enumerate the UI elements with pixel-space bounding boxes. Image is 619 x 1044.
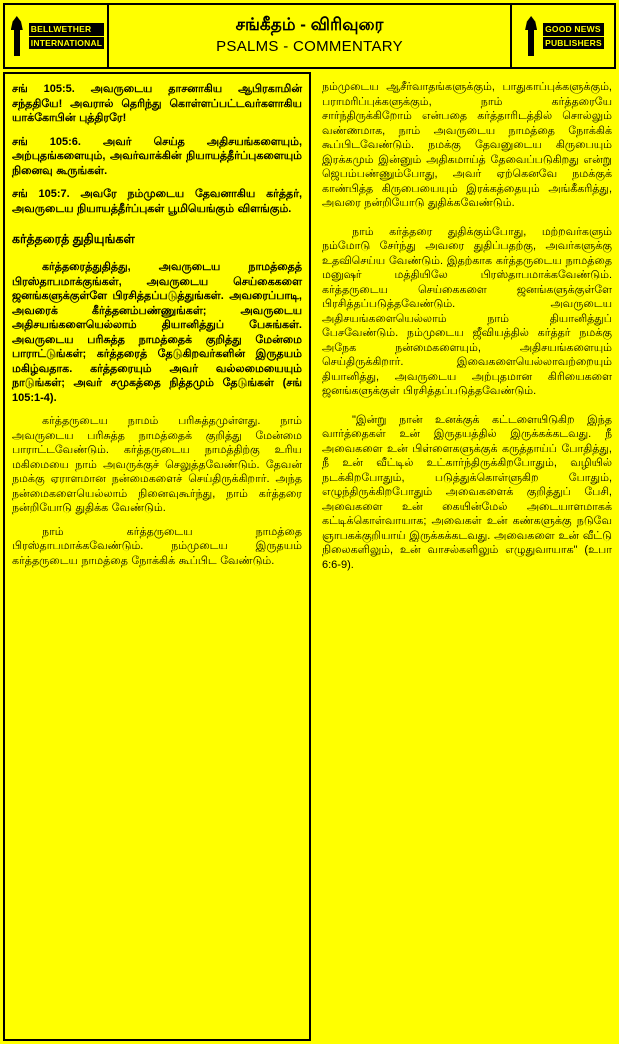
publisher-logo-left	[5, 5, 109, 67]
torch-icon	[522, 16, 540, 56]
verse-105-5: சங் 105:5. அவருடைய தாசனாகிய ஆபிரகாமின் சந்ததியே! அவரால் தெரிந்து கொள்ளப்பட்டவர்களாகிய யாக்கோபின் புத்திரரே!	[12, 83, 302, 125]
logo-left-line1: BELLWETHER	[29, 23, 104, 36]
page-header	[3, 3, 616, 69]
verse-105-6: சங் 105:6. அவர் செய்த அதிசயங்களையும், அற்புதங்களையும், அவர்வாக்கின் நியாயத்தீர்ப்புகளையும் நினைவு கூருங்கள்.	[12, 135, 302, 177]
left-paragraph-3: நாம் கர்த்தருடைய நாமத்தை பிரஸ்தாபமாக்கவேண்டும். நம்முடைய இருதயம் கர்த்தருடைய நாமத்தை நோக்கிக் கூப்பிட வேண்டும்.	[12, 525, 302, 567]
right-column	[317, 72, 616, 1041]
left-paragraph-2: கர்த்தருடைய நாமம் பரிசுத்தமுள்ளது. நாம் அவருடைய பரிசுத்த நாமத்தைக் குறித்து மேன்மை பாராட்டவேண்டும். கர்த்தருடைய நாமத்திற்கு உரிய மகிமையை நாம் அவருக்குச் செலுத்தவேண்டும். தேவன் நமக்கு ஏராளமான நன்மைகளைச் செய்திருக்கிறார். அந்த நன்மைகளையெல்லாம் நினைவுகூர்ந்து, நாம் கர்த்தரை நன்றியோடு துதிக்க வேண்டும்.	[12, 415, 302, 515]
page-title-tamil: சங்கீதம் - விரிவுரை	[235, 15, 384, 35]
right-paragraph-1: நம்முடைய ஆசீர்வாதங்களுக்கும், பாதுகாப்புக்களுக்கும், பராமரிப்புக்களுக்கும், நாம் கர்த்தரையே சார்ந்திருக்கிறோம் என்பதை கர்த்தாரிடத்தில் சொல்லும் வண்ணமாக, நாம் அவருடைய நாமத்தை நோக்கிக் கூப்பிடவேண்டும். நமக்கு தேவனுடைய கிருபையும் இரக்கமும் இன்னும் அதிகமாய்த் தேவைப்படுகிறது என்று ஜெபம்பண்ணும்போது, அவர் ஏற்கெனவே நமக்குக் காண்பித்த கிருபையையும் இரக்கத்தையும் அங்கீகரித்து, அவரை நன்றியோடு துதிக்கவேண்டும்.	[322, 81, 612, 210]
logo-right-line1: GOOD NEWS	[543, 23, 604, 36]
right-paragraph-quote: "இன்று நான் உனக்குக் கட்டளையிடுகிற இந்த வார்த்தைகள் உன் இருதயத்தில் இருக்கக்கடவது. நீ அவைகளை உன் பிள்ளைகளுக்குக் கருத்தாய்ப் போதித்து, நீ உன் வீட்டில் உட்கார்ந்திருக்கிறபோதும், வழியில் நடக்கிறபோதும், படுத்துக்கொள்ளுகிற போதும், எழுந்திருக்கிறபோதும் அவைகளைக் குறித்துப் பேசி, அவைகளை உன் கையின்மேல் அடையாளமாகக் கட்டிக்கொள்வாயாக; அவைகள் உன் கண்களுக்கு நடுவே ஞாபகக்குறியாய் இருக்கக்கடவது. அவைகளை உன் வீட்டு நிலைகளிலும், உன் வாசல்களிலும் எழுதுவாயாக" (உபா 6:6-9).	[322, 413, 612, 571]
torch-icon	[8, 16, 26, 56]
left-paragraph-1: கர்த்தரைத்துதித்து, அவருடைய நாமத்தைத் பிரஸ்தாபமாக்குங்கள், அவருடைய செய்கைகளை ஜனங்களுக்குள்ளே பிரசித்தப்படுத்துங்கள். அவரைப்பாடி, அவரைக் கீர்த்தனம்பண்ணுங்கள்; அவருடைய அதிசயங்களையெல்லாம் தியானித்துப் பேசுங்கள். அவருடைய பரிசுத்த நாமத்தைக் குறித்து மேன்மை பாராட்டுங்கள்; கர்த்தரைத் தேடுகிறவர்களின் இருதயம் மகிழ்வதாக. கர்த்தரையும் அவர் வல்லமையையும் நாடுங்கள்; அவர் சமுகத்தை நித்தமும் தேடுங்கள் (சங் 105:1-4).	[12, 261, 302, 404]
logo-right-line2: PUBLISHERS	[545, 37, 602, 48]
right-paragraph-2: நாம் கர்த்தரை துதிக்கும்போது, மற்றவர்களும் நம்மோடு சேர்ந்து அவரை துதிப்பதற்கு, அவர்களுக்கு உதவிசெய்ய வேண்டும். இதற்காக கர்த்தருடைய நாமத்தை மனுஷர் மத்தியிலே பிரஸ்தாபமாக்கவேண்டும். கர்த்தருடைய செய்கைகளை ஜனங்களுக்குள்ளே பிரசித்தப்படுத்தவேண்டும். அவருடைய அதிசயங்களையெல்லாம் நாம் தியானித்துப் பேசவேண்டும். நம்முடைய ஜீவியத்தில் கர்த்தர் நமக்கு அநேக நன்மைகளையும், அதிசயங்களையும் செய்திருக்கிறார். இவைகளையெல்லாவற்றையும் தியானித்து, அவருடைய அற்புதமான கிரியைகளை ஜனங்களுக்குள் பிரசித்தப்படுத்தவேண்டும்.	[322, 225, 612, 398]
page-title-english: PSALMS - COMMENTARY	[216, 38, 403, 56]
publisher-logo-right	[510, 5, 614, 67]
logo-left-line2: INTERNATIONAL	[30, 37, 103, 48]
header-titles	[109, 5, 510, 67]
section-heading: கர்த்தரைத் துதியுங்கள்	[12, 232, 135, 247]
body-columns	[3, 72, 616, 1041]
left-column	[3, 72, 311, 1041]
verse-105-7: சங் 105:7. அவரே நம்முடைய தேவனாகிய கர்த்தர், அவருடைய நியாயத்தீர்ப்புகள் பூமியெங்கும் விளங்கும்.	[12, 188, 302, 215]
